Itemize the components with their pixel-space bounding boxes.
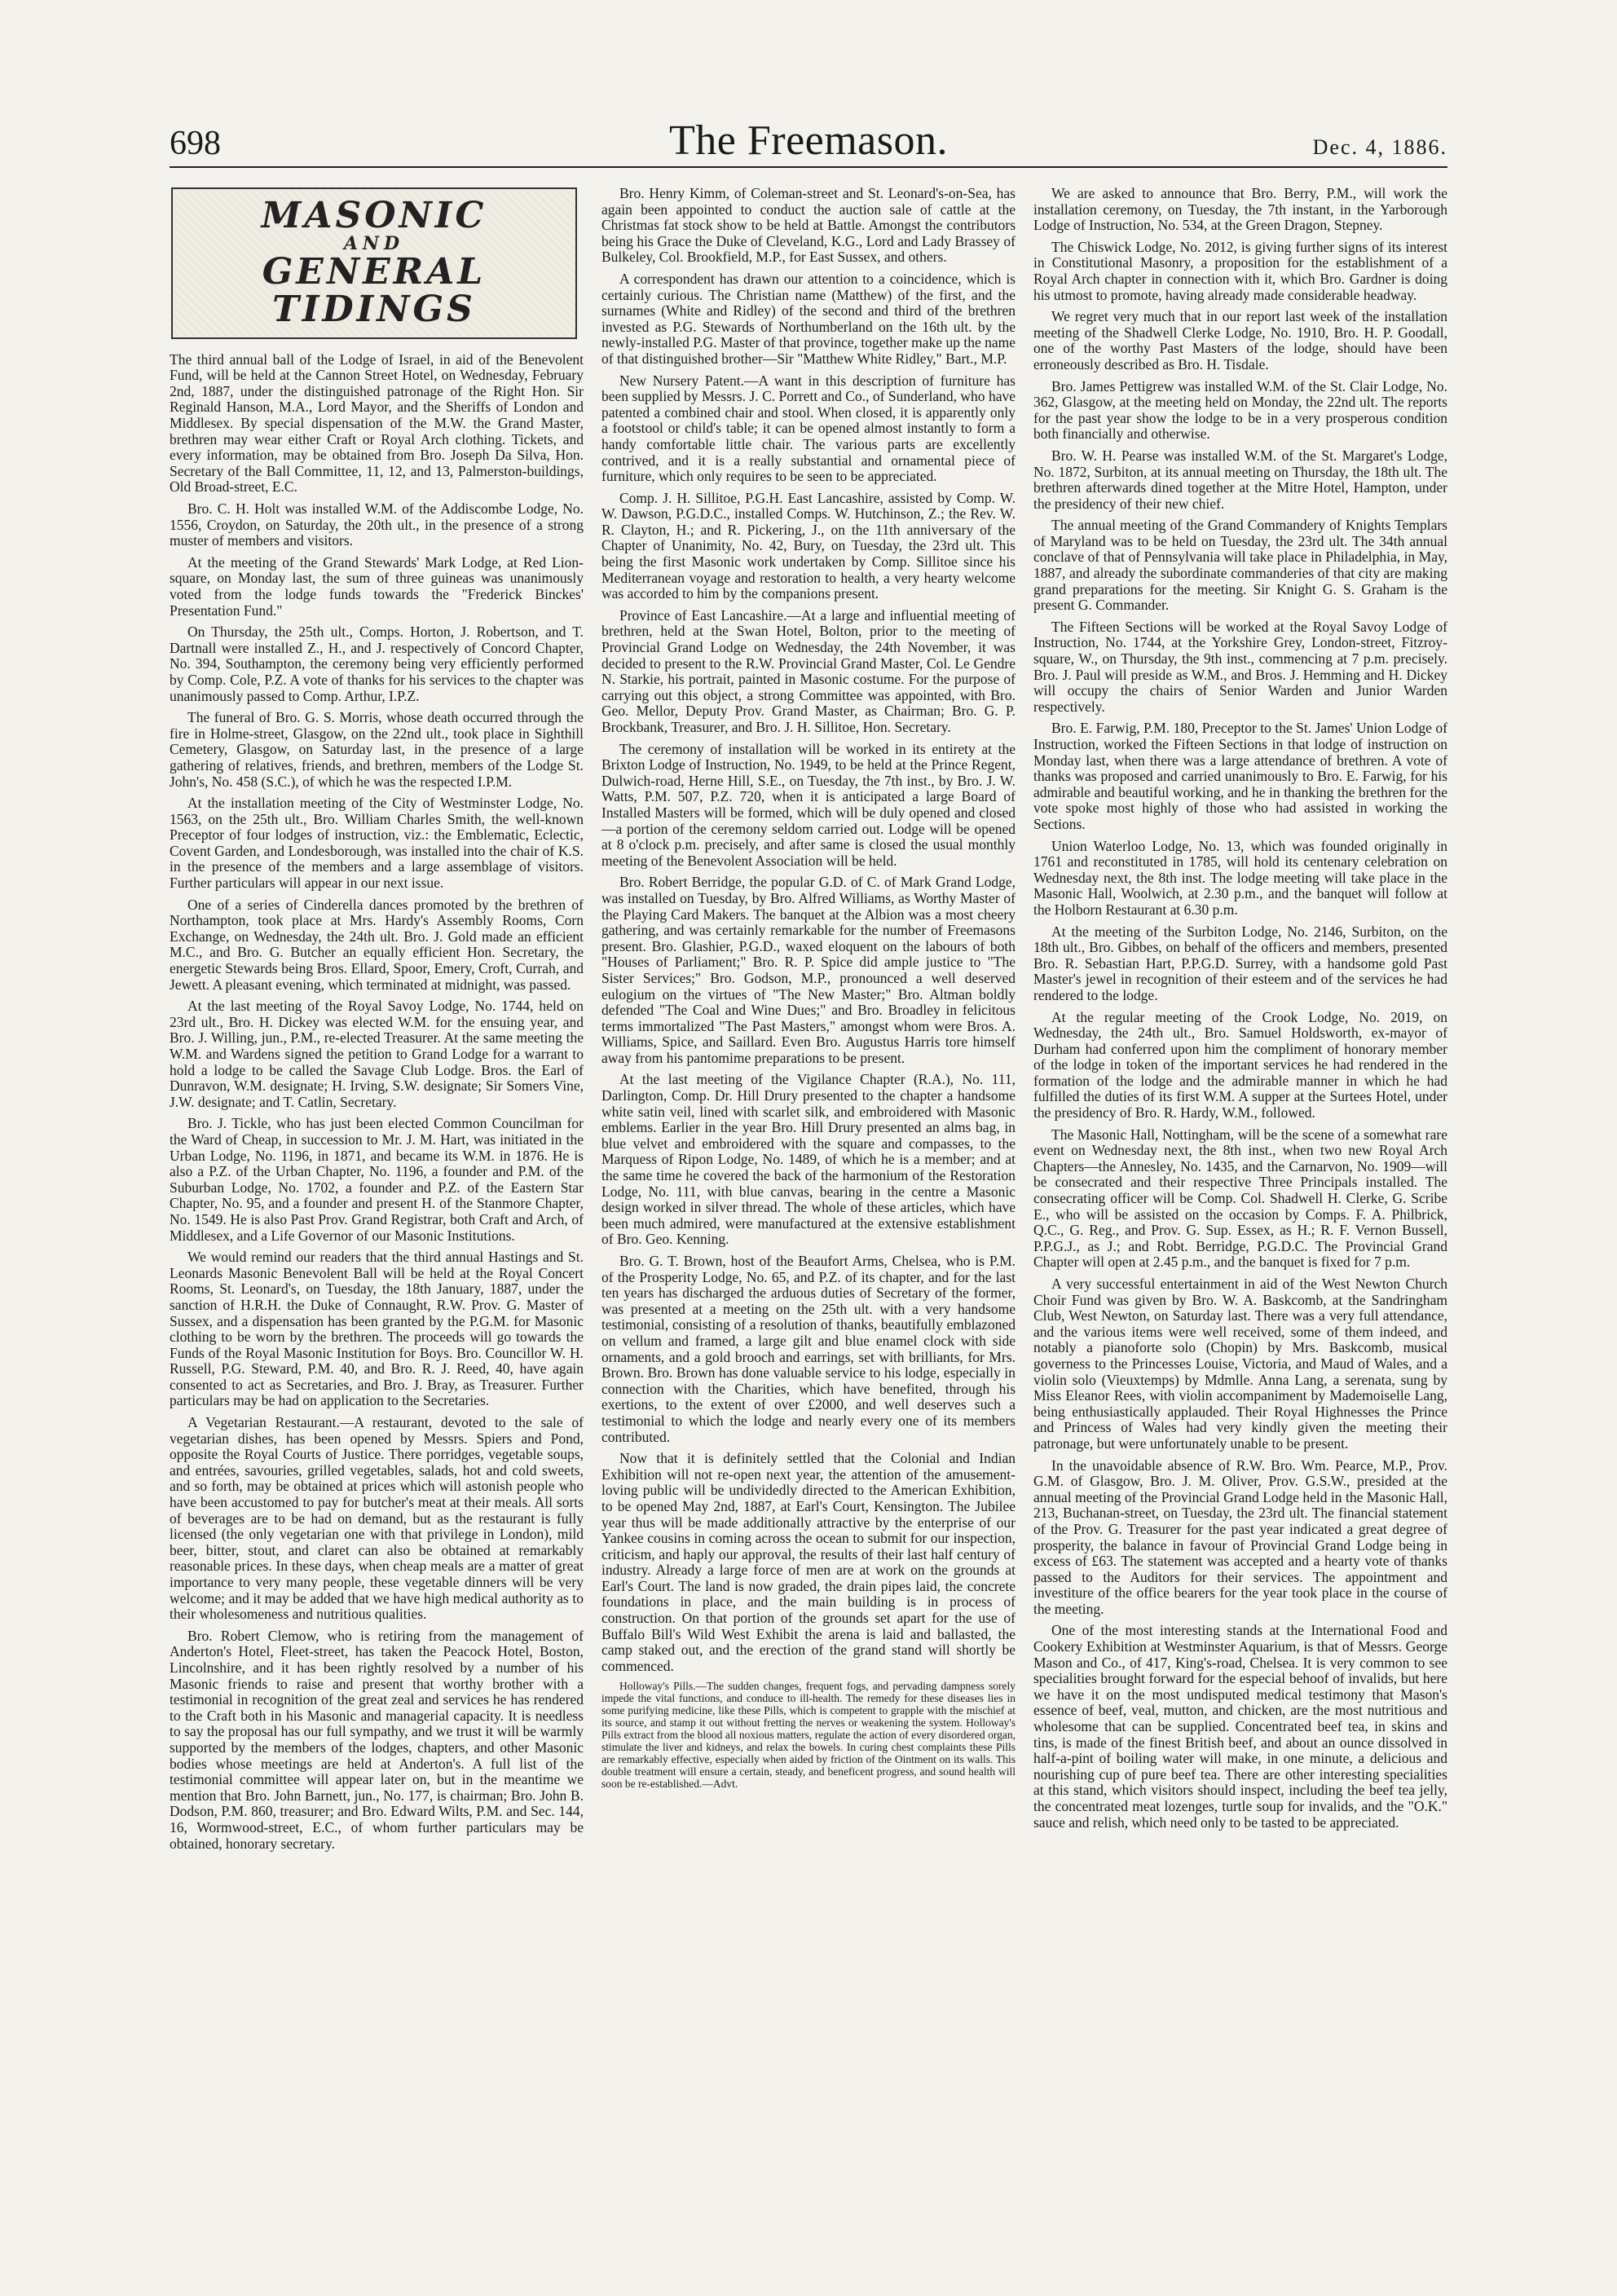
issue-date: Dec. 4, 1886.	[1312, 135, 1447, 159]
news-paragraph: One of a series of Cinderella dances promoted by the brethren of Northampton, took place at Mrs. Hardy's Assembly Rooms, Corn Exchange, on Wednesday, the 24th ult. Bro. J. Gold made an efficient M.C., and Bro. G. Butcher an equally efficient Hon. Secretary, the energetic Stewards being Bros. Ellard, Spoor, Emery, Croft, Currah, and Jewett. A pleasant evening, which terminated at midnight, was passed.	[170, 896, 584, 993]
news-paragraph: The Masonic Hall, Nottingham, will be the scene of a somewhat rare event on Wednesday next, the 8th inst., when two new Royal Arch Chapters—the Annesley, No. 1435, and the Carnarvon, No. 1909—will be consecrated and their respective Three Principals installed. The consecrating officer will be Comp. Col. Shadwell H. Clerke, G. Scribe E., who will be assisted on the occasion by Comps. F. A. Philbrick, Q.C., G. Reg., and Prov. G. Sup. Essex, as H.; R. F. Vernon Bussell, P.P.G.J., as J.; and Robt. Berridge, P.G.D.C. The Provincial Grand Chapter will open at 2.45 p.m., and the banquet is fixed for 7 p.m.	[1033, 1126, 1447, 1271]
news-paragraph: One of the most interesting stands at the International Food and Cookery Exhibition at Westminster Aquarium, is that of Messrs. George Mason and Co., of 417, King's-road, Chelsea. It is very common to see specialities brought forward for the especial behoof of invalids, but here we have it on the most undisputed medical testimony that Mason's essence of beef, veal, mutton, and chicken, are the most nutritious and wholesome that can be supplied. Concentrated beef tea, in skins and tins, is made of the finest British beef, and about an ounce dissolved in half-a-pint of boiling water will make, in one minute, a delicious and nourishing cup of pure beef tea. There are other interesting specialities at this stand, which visitors should inspect, including the beef tea jelly, the concentrated meat lozenges, turtle soup for invalids, and the "O.K." sauce and relish, which need only to be tasted to be appreciated.	[1033, 1622, 1447, 1831]
news-paragraph: Bro. James Pettigrew was installed W.M. of the St. Clair Lodge, No. 362, Glasgow, at the meeting held on Monday, the 22nd ult. The reports for the past year show the lodge to be in a very prosperous condition both financially and otherwise.	[1033, 377, 1447, 443]
news-paragraph: Bro. Robert Berridge, the popular G.D. of C. of Mark Grand Lodge, was installed on Tuesday, by Bro. Alfred Williams, as Worthy Master of the Playing Card Makers. The banquet at the Albion was a most cheery gathering, and was certainly remarkable for the number of Freemasons present. Bro. Glashier, P.G.D., waxed eloquent on the labours of both "Houses of Parliament;" Bro. R. P. Spice did ample justice to "The Sister Services;" Bro. Godson, M.P., pronounced a well deserved eulogium on the virtues of "The New Master;" Bro. Altman boldly defended "The Coal and Wine Dues;" and Bro. Broadley in felicitous terms immortalized "The Past Masters," amongst whom were Bros. A. Williams, Spice, and Saillard. Even Bro. Augustus Harris tore himself away from his pantomime preparations to be present.	[601, 874, 1016, 1066]
news-paragraph: In the unavoidable absence of R.W. Bro. Wm. Pearce, M.P., Prov. G.M. of Glasgow, Bro. J. M. Oliver, Prov. G.S.W., presided at the annual meeting of the Provincial Grand Lodge held in the Masonic Hall, 213, Buchanan-street, on Tuesday, the 23rd ult. The financial statement of the Prov. G. Treasurer for the past year indicated a great degree of prosperity, the balance in favour of Provincial Grand Lodge being in excess of £63. The statement was accepted and a hearty vote of thanks passed to the Auditors for their services. The appointment and investiture of the office bearers for the year took place in the course of the meeting.	[1033, 1456, 1447, 1617]
column-right	[1033, 186, 1447, 2272]
news-paragraph: A very successful entertainment in aid of the West Newton Church Choir Fund was given by Bro. W. A. Baskcomb, at the Sandringham Club, West Newton, on Saturday last. There was a very full attendance, and the various items were well received, some of them indeed, and notably a pianoforte solo (Chopin) by Mrs. Baskcomb, musical governess to the Princesses Louise, Victoria, and Maud of Wales, and a violin solo (Vieuxtemps) by Mdmlle. Anna Lang, a serenata, sung by Miss Eleanor Rees, with violin accompaniment by Mademoiselle Lang, being enthusiastically applauded. Their Royal Highnesses the Prince and Princess of Wales had very kindly given the meeting their patronage, but were unfortunately unable to be present.	[1033, 1276, 1447, 1452]
news-paragraph: Bro. G. T. Brown, host of the Beaufort Arms, Chelsea, who is P.M. of the Prosperity Lodge, No. 65, and P.Z. of its chapter, and for the last ten years has discharged the arduous duties of Secretary of the former, was presented at a meeting on the 25th ult. with a very handsome testimonial, consisting of a resolution of thanks, beautifully emblazoned on vellum and framed, a large gilt and blue enamel clock with side ornaments, and a gold brooch and earrings, set with brilliants, for Mrs. Brown. Bro. Brown has done valuable service to his lodge, especially in connection with the Charities, which have benefited, through his exertions, to the extent of over £2000, and well deserves such a testimonial to which the lodge and nearly every one of its members contributed.	[601, 1253, 1016, 1445]
publication-title: The Freemason.	[668, 117, 948, 164]
news-paragraph: The annual meeting of the Grand Commandery of Knights Templars of Maryland was to be held on Tuesday, the 23rd ult. The 34th annual conclave of that of Pennsylvania will take place in Philadelphia, in May, 1887, and already the subordinate commanderies of that city are making grand preparations for the meeting. Sir Knight G. S. Graham is the present G. Commander.	[1033, 517, 1447, 614]
news-paragraph: Bro. C. H. Holt was installed W.M. of the Addiscombe Lodge, No. 1556, Croydon, on Saturday, the 20th ult., in the presence of a strong muster of members and visitors.	[170, 500, 584, 549]
news-paragraph: The Chiswick Lodge, No. 2012, is giving further signs of its interest in Constitutional Masonry, a proposition for the establishment of a Royal Arch chapter in connection with it, which Bro. Gardner is doing his utmost to promote, having already made considerable headway.	[1033, 238, 1447, 303]
news-paragraph: On Thursday, the 25th ult., Comps. Horton, J. Robertson, and T. Dartnall were installed Z., H., and J. respectively of Concord Chapter, No. 394, Southampton, the ceremony being very efficiently performed by Comp. Cole, P.Z. A vote of thanks for his services to the chapter was unanimously passed to Comp. Arthur, I.P.Z.	[170, 624, 584, 704]
section-heading-line-1: MASONIC	[261, 195, 487, 236]
masthead	[170, 117, 1447, 168]
column-middle	[601, 186, 1016, 2272]
news-paragraph: Bro. Henry Kimm, of Coleman-street and St. Leonard's-on-Sea, has again been appointed to conduct the auction sale of cattle at the Christmas fat stock show to be held at Battle. Amongst the contributors being his Grace the Duke of Cleveland, K.G., Lord and Lady Brassey of Bulkeley, Col. Brookfield, M.P., for East Sussex, and others.	[601, 186, 1016, 266]
news-paragraph: Union Waterloo Lodge, No. 13, which was founded originally in 1761 and reconstituted in 1785, will hold its centenary celebration on Wednesday next, the 8th inst. The lodge meeting will take place in the Masonic Hall, Woolwich, at 2.30 p.m., and the banquet will follow at the Holborn Restaurant at 6.30 p.m.	[1033, 837, 1447, 918]
news-paragraph: Bro. E. Farwig, P.M. 180, Preceptor to the St. James' Union Lodge of Instruction, worked the Fifteen Sections in that lodge of instruction on Monday last, when there was a large attendance of brethren. A vote of thanks was proposed and carried unanimously to Bro. E. Farwig, for his admirable and beautiful working, and he in thanking the brethren for the vote spoke most highly of those who had assisted in working the Sections.	[1033, 720, 1447, 832]
news-paragraph: At the meeting of the Grand Stewards' Mark Lodge, at Red Lion-square, on Monday last, the sum of three guineas was unanimously voted from the lodge funds towards the "Frederick Binckes' Presentation Fund."	[170, 553, 584, 619]
news-paragraph: At the last meeting of the Vigilance Chapter (R.A.), No. 111, Darlington, Comp. Dr. Hill Drury presented to the chapter a handsome white satin veil, lined with scarlet silk, and embroidered with Masonic emblems. Earlier in the year Bro. Hill Drury presented an alms bag, in blue velvet and embroidered with the square and compasses, to the Marquess of Ripon Lodge, No. 1489, of which he is a member; and at the same time he covered the back of the harmonium of the Restoration Lodge, No. 111, with blue canvas, bearing in the centre a Masonic design worked in silver thread. The whole of these articles, which have been much admired, were manufactured at the extensive establishment of Bro. Geo. Kenning.	[601, 1071, 1016, 1248]
article-columns	[170, 186, 1447, 2272]
news-paragraph: Bro. J. Tickle, who has just been elected Common Councilman for the Ward of Cheap, in succession to Mr. J. M. Hart, was initiated in the Urban Lodge, No. 1196, in 1871, and became its W.M. in 1876. He is also a P.Z. of the Urban Chapter, No. 1196, a founder and P.M. of the Suburban Lodge, No. 1702, a founder and P.Z. of the Eastern Star Chapter, No. 95, and a founder and present H. of the Stanmore Chapter, No. 1549. He is also Past Prov. Grand Registrar, both Craft and Arch, of Middlesex, and a Life Governor of our Masonic Institutions.	[170, 1115, 584, 1244]
news-paragraph: Bro. Robert Clemow, who is retiring from the management of Anderton's Hotel, Fleet-street, has taken the Peacock Hotel, Boston, Lincolnshire, and it has been rightly resolved by a number of his Masonic friends to raise and present that worthy brother with a testimonial in recognition of the great zeal and services he has rendered to the Craft both in his Masonic and managerial capacity. It is needless to say the proposal has our full sympathy, and we trust it will be warmly supported by the members of the lodges, chapters, and other Masonic bodies whose meetings are held at Anderton's. A full list of the testimonial committee will appear later on, but in the meantime we mention that Bro. John Barnett, jun., No. 177, is chairman; Bro. John B. Dodson, P.M. 860, treasurer; and Bro. Edward Wilts, P.M. and Sec. 144, 16, Wormwood-street, E.C., of whom further particulars may be obtained, honorary secretary.	[170, 1627, 584, 1852]
news-paragraph: At the installation meeting of the City of Westminster Lodge, No. 1563, on the 25th ult., Bro. William Charles Smith, the well-known Preceptor of four lodges of instruction, viz.: the Emblematic, Eclectic, Covent Garden, and Londesborough, was installed into the chair of K.S. in the presence of the members and a large assemblage of visitors. Further particulars will appear in our next issue.	[170, 795, 584, 892]
news-paragraph: A correspondent has drawn our attention to a coincidence, which is certainly curious. The Christian name (Matthew) of the first, and the surnames (White and Ridley) of the second and third of the brethren invested as P.G. Stewards of Northumberland on the 16th ult. by the newly-installed P.G. Master of that province, together make up the name of that distinguished brother—Sir "Matthew White Ridley," Bart., M.P.	[601, 270, 1016, 367]
advertisement-paragraph: Holloway's Pills.—The sudden changes, frequent fogs, and pervading dampness sorely impede the vital functions, and conduce to ill-health. The remedy for these diseases lies in some purifying medicine, like these Pills, which is competent to grapple with the mischief at its source, and stamp it out without fretting the nerves or weakening the system. Holloway's Pills extract from the blood all noxious matters, regulate the action of every disordered organ, stimulate the liver and kidneys, and relax the bowels. In curing chest complaints these Pills are remarkably effective, especially when aided by friction of the Ointment on its walls. This double treatment will ensure a certain, steady, and beneficent progress, and sound health will soon be re-established.—Advt.	[601, 1680, 1016, 1791]
news-paragraph: At the regular meeting of the Crook Lodge, No. 2019, on Wednesday, the 24th ult., Bro. Samuel Holdsworth, ex-mayor of Durham had conferred upon him the compliment of honorary member of the lodge in token of the important services he had rendered in the formation of the lodge and the admirable manner in which he had fulfilled the duties of its first W.M. A supper at the Surtees Hotel, under the presidency of Bro. R. Hardy, W.M., followed.	[1033, 1008, 1447, 1122]
news-paragraph: New Nursery Patent.—A want in this description of furniture has been supplied by Messrs. J. C. Porrett and Co., of Sunderland, who have patented a combined chair and stool. When closed, it is apparently only a footstool or child's table; it can be opened almost instantly to form a handy comfortable little chair. The various parts are excellently contrived, and it is a really substantial and ornamental piece of furniture, which only requires to be seen to be appreciated.	[601, 372, 1016, 485]
news-paragraph: The ceremony of installation will be worked in its entirety at the Brixton Lodge of Instruction, No. 1949, to be held at the Prince Regent, Dulwich-road, Herne Hill, S.E., on Tuesday, the 7th inst., by Bro. J. W. Watts, P.M. 507, P.Z. 720, when it is anticipated a large Board of Installed Masters will be formed, which will be duly opened and closed—a portion of the ceremony seldom carried out. Lodge will be opened at 8 o'clock p.m. precisely, and after same is closed the usual monthly meeting of the Benevolent Association will be held.	[601, 740, 1016, 869]
column-left	[170, 186, 584, 2272]
news-paragraph: Province of East Lancashire.—At a large and influential meeting of brethren, held at the Swan Hotel, Bolton, prior to the meeting of Provincial Grand Lodge on Wednesday, the 24th November, it was decided to present to the R.W. Provincial Grand Master, Col. Le Gendre N. Starkie, his portrait, painted in Masonic costume. For the purpose of carrying out this object, a strong Committee was appointed, with Bro. Geo. Mellor, Deputy Prov. Grand Master, as Chairman; Bro. G. P. Brockbank, Treasurer, and Bro. J. H. Sillitoe, Hon. Secretary.	[601, 606, 1016, 735]
news-paragraph: The third annual ball of the Lodge of Israel, in aid of the Benevolent Fund, will be held at the Cannon Street Hotel, on Wednesday, February 2nd, 1887, under the distinguished patronage of the Right Hon. Sir Reginald Hanson, M.A., Lord Mayor, and the Sheriffs of London and Middlesex. By special dispensation of the M.W. the Grand Master, brethren may wear either Craft or Royal Arch clothing. Tickets, and every information, may be obtained from Bro. Joseph Da Silva, Hon. Secretary of the Ball Committee, 11, 12, and 13, Palmerston-buildings, Old Broad-street, E.C.	[170, 350, 584, 496]
news-paragraph: The funeral of Bro. G. S. Morris, whose death occurred through the fire in Holme-street, Glasgow, on the 22nd ult., took place in Sighthill Cemetery, Glasgow, on Saturday last, in the presence of a large gathering of relatives, friends, and brethren, members of the Lodge St. John's, No. 458 (S.C.), of which he was the respected I.P.M.	[170, 709, 584, 790]
news-paragraph: A Vegetarian Restaurant.—A restaurant, devoted to the sale of vegetarian dishes, has been opened by Messrs. Spiers and Pond, opposite the Royal Courts of Justice. There porridges, vegetable soups, and entrées, savouries, grilled vegetables, salads, hot and cold sweets, and so forth, may be obtained at prices which will astonish people who have been accustomed to pay for butcher's meat at their meals. All sorts of beverages are to be had on demand, but as the restaurant is fully licensed (the only vegetarian one with that privilege in London), mild beer, bitter, stout, and claret can also be obtained at remarkably reasonable prices. In these days, when cheap meals are a matter of great importance to very many people, these vegetable dinners will be very welcome; and it may be added that we have high medical authority as to their wholesomeness and nutritious qualities.	[170, 1414, 584, 1623]
news-paragraph: Bro. W. H. Pearse was installed W.M. of the St. Margaret's Lodge, No. 1872, Surbiton, at its annual meeting on Thursday, the 18th ult. The brethren afterwards dined together at the Mitre Hotel, Hampton, under the presidency of their new chief.	[1033, 447, 1447, 512]
news-paragraph: At the meeting of the Surbiton Lodge, No. 2146, Surbiton, on the 18th ult., Bro. Gibbes, on behalf of the officers and members, presented Bro. R. Sebastian Hart, P.P.G.D. Surrey, with a handsome gold Past Master's jewel in recognition of their esteem and of the services he had rendered to the lodge.	[1033, 923, 1447, 1003]
news-paragraph: We regret very much that in our report last week of the installation meeting of the Shadwell Clerke Lodge, No. 1910, Bro. H. P. Goodall, one of the worthy Past Masters of the lodge, should have been erroneously described as Bro. H. Tisdale.	[1033, 308, 1447, 372]
news-paragraph: Now that it is definitely settled that the Colonial and Indian Exhibition will not re-open next year, the attention of the amusement-loving public will be undividedly directed to the American Exhibition, to be opened May 2nd, 1887, at Earl's Court, Kensington. The Jubilee year thus will be made additionally attractive by the enterprise of our Yankee cousins in coming across the ocean to submit for our inspection, criticism, and haply our approval, the results of their last half century of industry. Already a large force of men are at work on the grounds at Earl's Court. The land is now graded, the drain pipes laid, the concrete foundations in place, and the main building is in process of construction. On that portion of the grounds set apart for the use of Buffalo Bill's Wild West Exhibit the arena is laid and ballasted, the camp staked out, and the erection of the grand stand will shortly be commenced.	[601, 1450, 1016, 1674]
section-heading	[171, 187, 577, 339]
page-number: 698	[170, 125, 221, 162]
section-heading-line-2: AND	[343, 233, 405, 255]
news-paragraph: Comp. J. H. Sillitoe, P.G.H. East Lancashire, assisted by Comp. W. W. Dawson, P.G.D.C., installed Comps. W. Hutchinson, Z.; the Rev. W. R. Clayton, H.; and R. Pickering, J., on the 11th anniversary of the Chapter of Unanimity, No. 42, Bury, on Tuesday, the 23rd ult. This being the first Masonic work undertaken by Comp. Sillitoe since his Mediterranean voyage and restoration to health, a very hearty welcome was accorded to him by the companions present.	[601, 489, 1016, 602]
news-paragraph: We would remind our readers that the third annual Hastings and St. Leonards Masonic Benevolent Ball will be held at the Royal Concert Rooms, St. Leonard's, on Tuesday, the 18th January, 1887, under the sanction of H.R.H. the Duke of Connaught, R.W. Prov. G. Master of Sussex, and a dispensation has been granted by the P.G.M. for Masonic clothing to be worn by the brethren. The proceeds will go towards the Funds of the Royal Masonic Institution for Boys. Bro. Councillor W. H. Russell, P.G. Steward, P.M. 40, and Bro. R. J. Reed, 40, have again consented to act as Secretaries, and Bro. J. Bray, as Treasurer. Further particulars may be had on application to the Secretaries.	[170, 1249, 584, 1409]
news-paragraph: At the last meeting of the Royal Savoy Lodge, No. 1744, held on 23rd ult., Bro. H. Dickey was elected W.M. for the ensuing year, and Bro. J. Willing, jun., P.M., re-elected Treasurer. At the same meeting the W.M. and Wardens signed the petition to Grand Lodge for a warrant to hold a lodge to be called the Savage Club Lodge. Bros. the Earl of Dunravon, W.M. designate; H. Irving, S.W. designate; Sir Somers Vine, J.W. designate; and T. Catlin, Secretary.	[170, 998, 584, 1110]
news-paragraph: We are asked to announce that Bro. Berry, P.M., will work the installation ceremony, on Tuesday, the 7th instant, in the Yarborough Lodge of Instruction, No. 534, at the Green Dragon, Stepney.	[1033, 186, 1447, 234]
news-paragraph: The Fifteen Sections will be worked at the Royal Savoy Lodge of Instruction, No. 1744, at the Yorkshire Grey, London-street, Fitzroy-square, W., on Thursday, the 9th inst., commencing at 7 p.m. precisely. Bro. J. Paul will preside as W.M., and Bros. J. Hemming and H. Dickey will occupy the chairs of Senior Warden and Junior Warden respectively.	[1033, 618, 1447, 715]
section-heading-line-3: GENERAL TIDINGS	[262, 251, 487, 331]
